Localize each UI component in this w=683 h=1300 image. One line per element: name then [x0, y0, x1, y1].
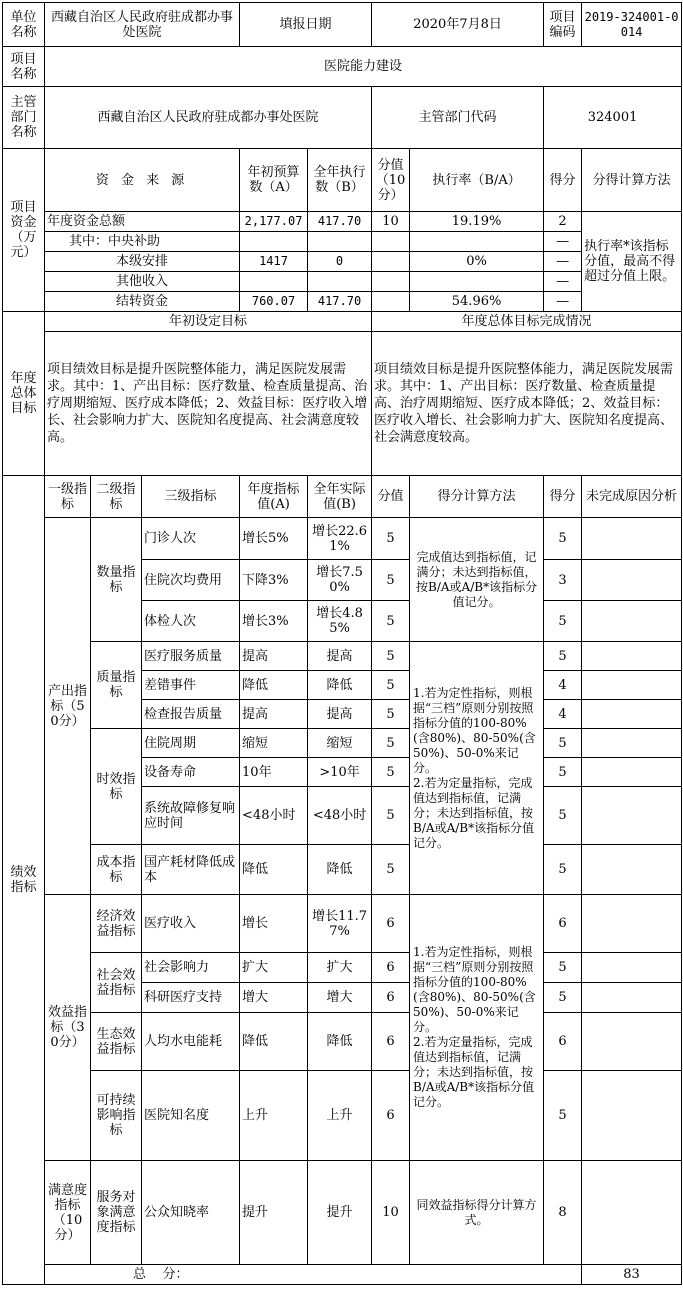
indicator-name: 检查报告质量 [142, 700, 240, 729]
indicator-got: 3 [544, 560, 582, 601]
indicator-target: 上升 [240, 1071, 308, 1161]
indicator-reason [582, 560, 682, 601]
economic-label: 经济效益指标 [91, 895, 142, 953]
indicator-target: 提升 [240, 1161, 308, 1265]
indicator-actual: 增长4.85% [308, 601, 372, 642]
goals-section-label: 年度总体目标 [3, 312, 45, 476]
perf-row [3, 1071, 682, 1161]
funds-source: 其他收入 [45, 272, 240, 292]
indicator-reason [582, 1071, 682, 1161]
perf-col-method: 得分计算方法 [410, 476, 544, 518]
funds-source: 其中：中央补助 [45, 232, 240, 252]
funds-budget [240, 232, 308, 252]
indicator-score: 5 [372, 700, 410, 729]
perf-col-got: 得分 [544, 476, 582, 518]
timeliness-label: 时效指标 [91, 729, 142, 845]
funds-actual: 417.70 [308, 212, 372, 232]
indicator-reason [582, 845, 682, 895]
funds-budget [240, 272, 308, 292]
indicator-name: 医疗收入 [142, 895, 240, 953]
indicator-target: <48小时 [240, 787, 308, 845]
indicator-name: 门诊人次 [142, 518, 240, 560]
indicator-reason [582, 758, 682, 787]
satisfaction-method: 同效益指标得分计算方式。 [410, 1161, 544, 1265]
project-code-label: 项目编码 [544, 3, 582, 47]
service-satisfaction-label: 服务对象满意度指标 [91, 1161, 142, 1265]
quantity-method: 完成值达到指标值，记满分；未达到指标值，按B/A或A/B*该指标分值记分。 [410, 518, 544, 642]
funds-got: — [544, 292, 582, 312]
funds-got: — [544, 232, 582, 252]
indicator-score: 5 [372, 845, 410, 895]
indicator-target: 缩短 [240, 729, 308, 758]
perf-row [3, 953, 682, 983]
funds-got: — [544, 252, 582, 272]
indicator-actual: 上升 [308, 1071, 372, 1161]
perf-row [3, 895, 682, 953]
perf-row [3, 845, 682, 895]
indicator-target: 扩大 [240, 953, 308, 983]
perf-row [3, 518, 682, 560]
indicator-got: 5 [544, 601, 582, 642]
funds-rate: 54.96% [410, 292, 544, 312]
indicator-got: 4 [544, 700, 582, 729]
funds-col-method: 分得计算方法 [582, 149, 682, 212]
perf-row [3, 1161, 682, 1265]
social-label: 社会效益指标 [91, 953, 142, 1013]
funds-rate: 19.19% [410, 212, 544, 232]
indicator-target: 增长5% [240, 518, 308, 560]
indicator-score: 5 [372, 787, 410, 845]
indicator-reason [582, 983, 682, 1013]
indicator-reason [582, 671, 682, 700]
indicator-name: 体检人次 [142, 601, 240, 642]
indicator-score: 6 [372, 895, 410, 953]
benefit-method: 1.若为定性指标，则根据“三档”原则分别按照指标分值的100-80%(含80%)、80-50%(含50%)、50-0%来记分。 2.若为定量指标，完成值达到指标值，记满分；未达到指标值，按B/A或A/B*该指标分值记分。 [410, 895, 544, 1161]
indicator-name: 设备寿命 [142, 758, 240, 787]
indicator-actual: 扩大 [308, 953, 372, 983]
indicator-actual: 增长11.77% [308, 895, 372, 953]
funds-col-got: 得分 [544, 149, 582, 212]
unit-name: 西藏自治区人民政府驻成都办事处医院 [45, 3, 240, 47]
sustainable-label: 可持续影响指标 [91, 1071, 142, 1161]
indicator-target: 提高 [240, 700, 308, 729]
indicator-reason [582, 601, 682, 642]
perf-col-reason: 未完成原因分析 [582, 476, 682, 518]
indicator-actual: 降低 [308, 671, 372, 700]
funds-actual: 417.70 [308, 292, 372, 312]
perf-col-l1: 一级指标 [45, 476, 91, 518]
indicator-got: 4 [544, 671, 582, 700]
funds-got: — [544, 272, 582, 292]
indicator-target: 降低 [240, 1013, 308, 1071]
dept-code: 324001 [544, 87, 682, 149]
quantity-label: 数量指标 [91, 518, 142, 642]
indicator-actual: 增长7.50% [308, 560, 372, 601]
indicator-actual: 提升 [308, 1161, 372, 1265]
output-label: 产出指标（50分） [45, 518, 91, 895]
dept-name: 西藏自治区人民政府驻成都办事处医院 [45, 87, 372, 149]
indicator-actual: <48小时 [308, 787, 372, 845]
total-score: 83 [582, 1265, 682, 1285]
goals-planned-header: 年初设定目标 [45, 312, 372, 332]
indicator-got: 5 [544, 787, 582, 845]
project-code: 2019-324001-0014 [582, 3, 682, 47]
dept-code-label: 主管部门代码 [372, 87, 544, 149]
benefit-label: 效益指标（30分） [45, 895, 91, 1161]
indicator-reason [582, 729, 682, 758]
indicator-got: 5 [544, 953, 582, 983]
funds-source: 年度资金总额 [45, 212, 240, 232]
funds-got: 2 [544, 212, 582, 232]
indicator-target: 10年 [240, 758, 308, 787]
indicator-got: 5 [544, 845, 582, 895]
indicator-got: 5 [544, 1071, 582, 1161]
quality-label: 质量指标 [91, 642, 142, 729]
indicator-reason [582, 1161, 682, 1265]
total-row [3, 1265, 682, 1285]
indicator-reason [582, 700, 682, 729]
perf-col-l2: 二级指标 [91, 476, 142, 518]
indicator-got: 6 [544, 1013, 582, 1071]
indicator-actual: 缩短 [308, 729, 372, 758]
indicator-target: 提高 [240, 642, 308, 671]
funds-rate [410, 232, 544, 252]
indicator-target: 增大 [240, 983, 308, 1013]
dept-label: 主管部门名称 [3, 87, 45, 149]
perf-header-row [3, 476, 682, 518]
indicator-name: 国产耗材降低成本 [142, 845, 240, 895]
indicator-name: 差错事件 [142, 671, 240, 700]
funds-actual: 0 [308, 252, 372, 272]
indicator-score: 5 [372, 729, 410, 758]
funds-rate: 0% [410, 252, 544, 272]
funds-col-budget: 年初预算数（A） [240, 149, 308, 212]
indicator-actual: 提高 [308, 642, 372, 671]
indicator-score: 6 [372, 983, 410, 1013]
indicator-name: 系统故障修复响应时间 [142, 787, 240, 845]
indicator-score: 5 [372, 758, 410, 787]
funds-source: 结转资金 [45, 292, 240, 312]
funds-actual [308, 272, 372, 292]
funds-row-carryover [3, 292, 682, 312]
funds-actual [308, 232, 372, 252]
indicator-name: 公众知晓率 [142, 1161, 240, 1265]
indicator-reason [582, 518, 682, 560]
indicator-name: 住院次均费用 [142, 560, 240, 601]
indicator-score: 6 [372, 953, 410, 983]
indicator-target: 增长3% [240, 601, 308, 642]
goals-text-row [3, 332, 682, 476]
fill-date-label: 填报日期 [240, 3, 372, 47]
perf-col-score: 分值 [372, 476, 410, 518]
indicator-score: 5 [372, 642, 410, 671]
indicator-score: 6 [372, 1013, 410, 1071]
goals-actual-text: 项目绩效目标是提升医院整体能力，满足医院发展需求。其中：1、产出目标：医疗数量、检查质量提高、治疗周期缩短、医疗成本降低；2、效益目标：医疗收入增长、社会影响力扩大、医院知名度提高、社会满意度较高。 [372, 332, 682, 476]
fill-date: 2020年7月8日 [372, 3, 544, 47]
indicator-reason [582, 642, 682, 671]
funds-col-rate: 执行率（B/A） [410, 149, 544, 212]
satisfaction-label: 满意度指标（10分） [45, 1161, 91, 1265]
dept-row [3, 87, 682, 149]
indicator-reason [582, 895, 682, 953]
indicator-reason [582, 953, 682, 983]
indicator-score: 5 [372, 601, 410, 642]
indicator-score: 5 [372, 560, 410, 601]
funds-score [372, 252, 410, 272]
performance-evaluation-page [0, 2, 683, 1300]
header-row [3, 3, 682, 47]
funds-source: 本级安排 [45, 252, 240, 272]
indicator-name: 医院知名度 [142, 1071, 240, 1161]
funds-budget: 1417 [240, 252, 308, 272]
indicator-score: 10 [372, 1161, 410, 1265]
indicator-got: 5 [544, 729, 582, 758]
funds-col-score: 分值（10分） [372, 149, 410, 212]
funds-col-source: 资 金 来 源 [45, 149, 240, 212]
indicator-got: 5 [544, 758, 582, 787]
project-name-row [3, 47, 682, 87]
indicator-actual: 提高 [308, 700, 372, 729]
perf-col-l3: 三级指标 [142, 476, 240, 518]
funds-row-total [3, 212, 682, 232]
indicator-score: 5 [372, 671, 410, 700]
indicator-name: 住院周期 [142, 729, 240, 758]
funds-col-actual: 全年执行数（B） [308, 149, 372, 212]
indicator-name: 社会影响力 [142, 953, 240, 983]
funds-budget: 2,177.07 [240, 212, 308, 232]
indicator-actual: >10年 [308, 758, 372, 787]
indicator-target: 降低 [240, 671, 308, 700]
indicator-got: 5 [544, 642, 582, 671]
indicator-got: 6 [544, 895, 582, 953]
indicator-name: 科研医疗支持 [142, 983, 240, 1013]
indicator-got: 5 [544, 518, 582, 560]
perf-col-actual: 全年实际值(B) [308, 476, 372, 518]
indicator-reason [582, 787, 682, 845]
perf-col-target: 年度指标值(A) [240, 476, 308, 518]
perf-row [3, 642, 682, 671]
indicator-reason [582, 1013, 682, 1071]
cost-label: 成本指标 [91, 845, 142, 895]
funds-score [372, 232, 410, 252]
indicator-target: 降低 [240, 845, 308, 895]
perf-row [3, 729, 682, 758]
funds-section-label: 项目资金（万元） [3, 149, 45, 312]
indicator-got: 5 [544, 983, 582, 1013]
goals-header-row [3, 312, 682, 332]
indicator-score: 6 [372, 1071, 410, 1161]
indicator-target: 增长 [240, 895, 308, 953]
output-method: 1.若为定性指标，则根据“三档”原则分别按照指标分值的100-80%(含80%)、80-50%(含50%)、50-0%来记分。 2.若为定量指标，完成值达到指标值，记满分；未达到指标值，按B/A或A/B*该指标分值记分。 [410, 642, 544, 895]
unit-label: 单位名称 [3, 3, 45, 47]
funds-budget: 760.07 [240, 292, 308, 312]
funds-row-other [3, 272, 682, 292]
indicator-target: 下降3% [240, 560, 308, 601]
ecological-label: 生态效益指标 [91, 1013, 142, 1071]
indicator-score: 5 [372, 518, 410, 560]
performance-table [2, 2, 682, 1285]
goals-planned-text: 项目绩效目标是提升医院整体能力，满足医院发展需求。其中：1、产出目标：医疗数量、检查质量提高、治疗周期缩短、医疗成本降低；2、效益目标：医疗收入增长、社会影响力扩大、医院知名度提高、社会满意度较高。 [45, 332, 372, 476]
indicator-actual: 降低 [308, 845, 372, 895]
funds-rate [410, 272, 544, 292]
funds-row-local [3, 252, 682, 272]
indicator-name: 人均水电能耗 [142, 1013, 240, 1071]
funds-row-central [3, 232, 682, 252]
indicator-actual: 增长22.61% [308, 518, 372, 560]
indicator-name: 医疗服务质量 [142, 642, 240, 671]
project-name-label: 项目名称 [3, 47, 45, 87]
funds-header-row [3, 149, 682, 212]
goals-actual-header: 年度总体目标完成情况 [372, 312, 682, 332]
perf-row [3, 1013, 682, 1071]
indicator-got: 8 [544, 1161, 582, 1265]
funds-score [372, 292, 410, 312]
funds-score [372, 272, 410, 292]
funds-method-text: 执行率*该指标分值，最高不得超过分值上限。 [582, 212, 682, 312]
project-name: 医院能力建设 [45, 47, 682, 87]
indicator-actual: 增大 [308, 983, 372, 1013]
total-label: 总 分： [45, 1265, 582, 1285]
indicator-actual: 降低 [308, 1013, 372, 1071]
perf-section-label: 绩效指标 [3, 476, 45, 1285]
funds-score: 10 [372, 212, 410, 232]
